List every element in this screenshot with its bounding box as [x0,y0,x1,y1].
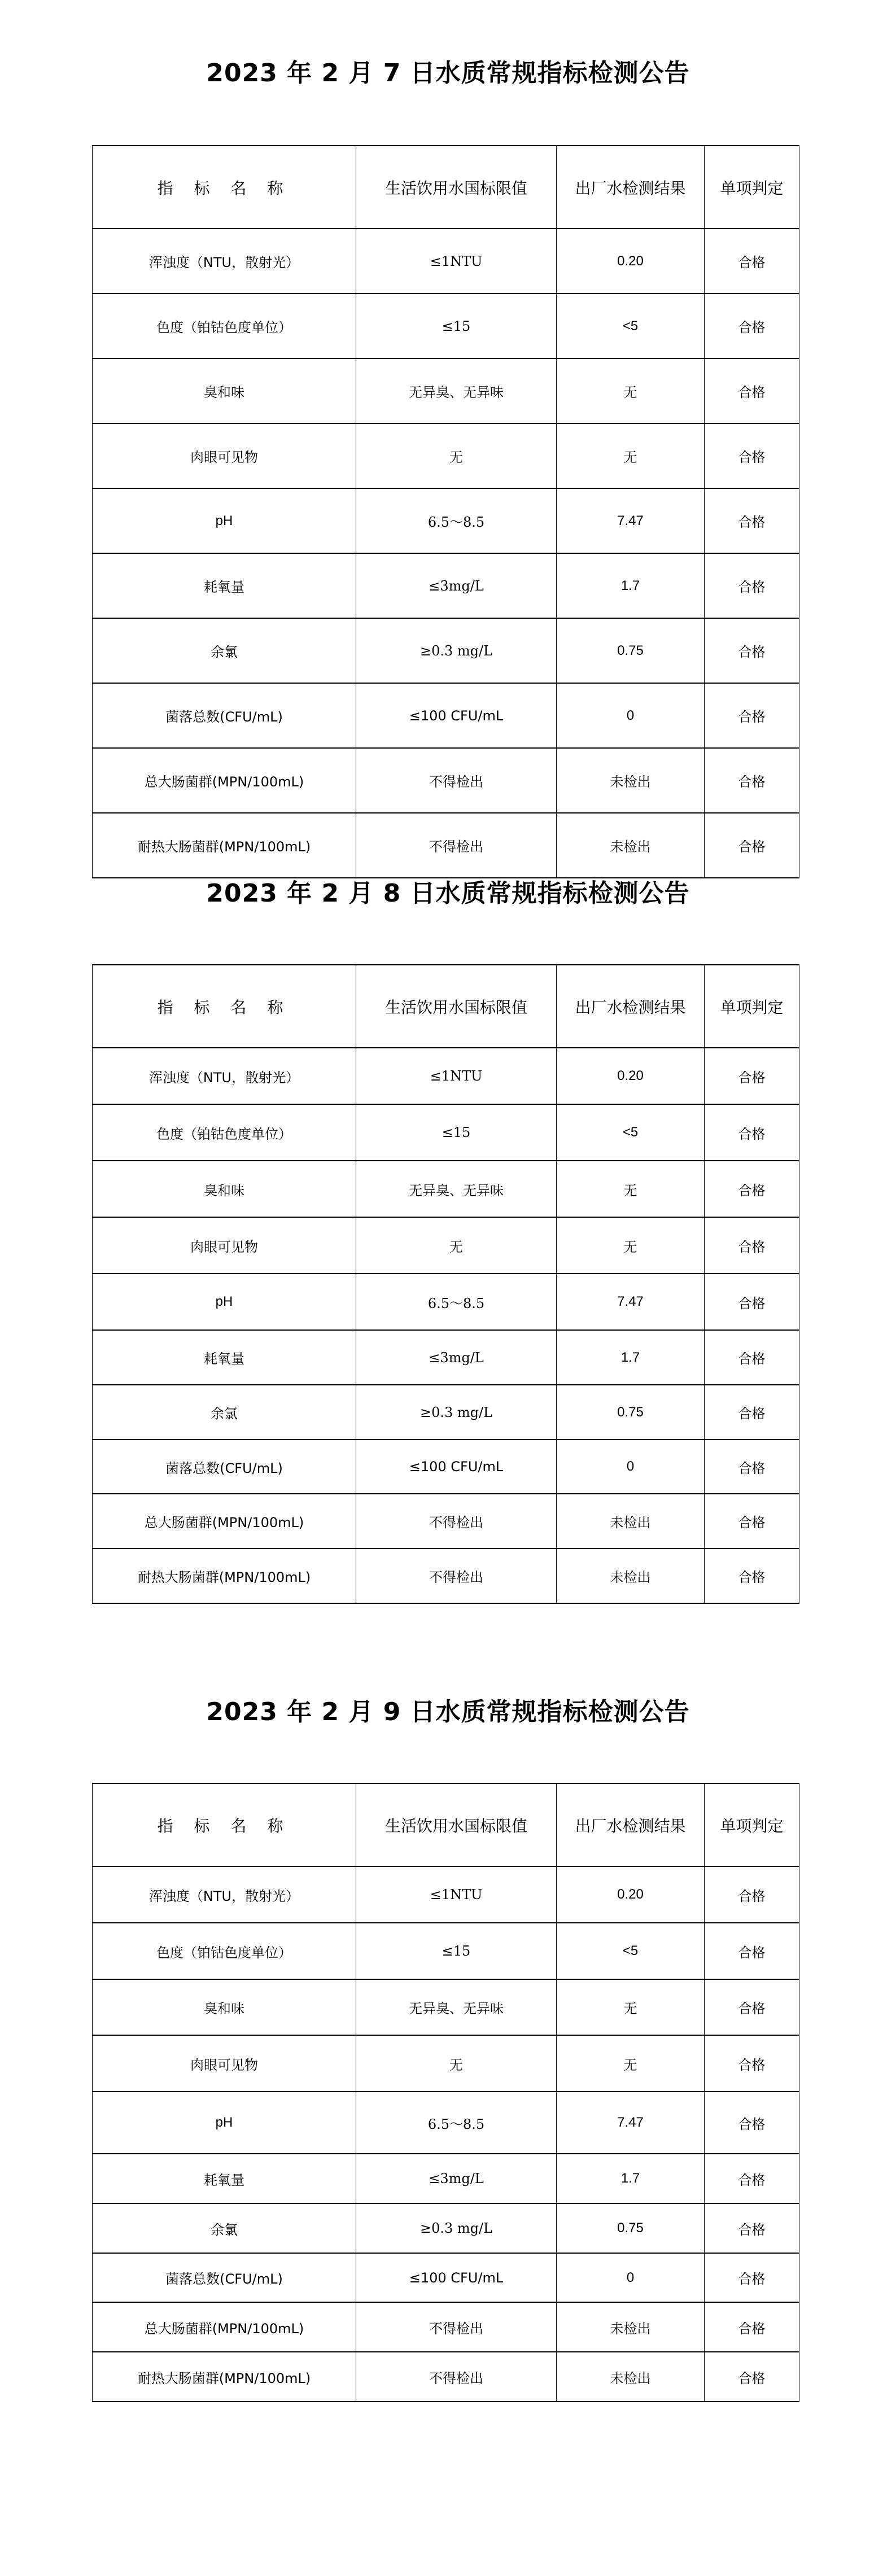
limit-value: 无异臭、无异味 [356,1979,557,2035]
table-row [93,1048,799,1104]
report-title: 2023 年 2 月 8 日水质常规指标检测公告 [206,879,690,908]
header-plant-result: 出厂水检测结果 [557,965,705,1048]
header-indicator-name: 指 标 名 称 [93,146,356,229]
verdict-value: 合格 [705,1161,799,1217]
header-plant-result: 出厂水检测结果 [557,1783,705,1866]
verdict-value: 合格 [705,2154,799,2203]
verdict-value: 合格 [705,423,799,488]
header-verdict: 单项判定 [705,1783,799,1866]
verdict-value: 合格 [705,1866,799,1923]
indicator-name: 耗氧量 [93,553,356,618]
verdict-value: 合格 [705,488,799,553]
indicator-name: 臭和味 [93,358,356,423]
result-value: 未检出 [557,1549,705,1603]
indicator-name: 总大肠菌群(MPN/100mL) [93,1494,356,1549]
result-value: 0.75 [557,1385,705,1440]
table-row [93,1494,799,1549]
result-value: 0.75 [557,618,705,683]
result-value: 0 [557,2253,705,2302]
limit-value: 无 [356,1217,557,1274]
result-value: <5 [557,1923,705,1979]
limit-value: ≤15 [356,1923,557,1979]
verdict-value: 合格 [705,1217,799,1274]
limit-value: ≤3mg/L [356,2154,557,2203]
indicator-name: pH [93,1274,356,1330]
header-national-limit: 生活饮用水国标限值 [356,965,557,1048]
limit-value: ≤3mg/L [356,553,557,618]
table-row [93,488,799,553]
header-national-limit: 生活饮用水国标限值 [356,1783,557,1866]
limit-value: ≤100 CFU/mL [356,2253,557,2302]
indicator-name: 色度（铂钴色度单位） [93,1923,356,1979]
verdict-value: 合格 [705,1048,799,1104]
table-header-row [93,1783,799,1866]
indicator-name: 臭和味 [93,1979,356,2035]
limit-value: ≤1NTU [356,1866,557,1923]
result-value: 无 [557,1161,705,1217]
limit-value: ≤1NTU [356,1048,557,1104]
table-row [93,1274,799,1330]
verdict-value: 合格 [705,1274,799,1330]
indicator-name: pH [93,2092,356,2154]
table-row [93,294,799,358]
limit-value: ≥0.3 mg/L [356,618,557,683]
result-value: 未检出 [557,2352,705,2402]
result-value: 无 [557,358,705,423]
result-value: 0.75 [557,2203,705,2253]
indicator-name: 色度（铂钴色度单位） [93,1104,356,1161]
indicator-name: 耐热大肠菌群(MPN/100mL) [93,813,356,878]
indicator-name: 总大肠菌群(MPN/100mL) [93,748,356,813]
table-row [93,2203,799,2253]
header-national-limit: 生活饮用水国标限值 [356,146,557,229]
limit-value: 无 [356,2035,557,2092]
table-row [93,618,799,683]
verdict-value: 合格 [705,813,799,878]
limit-value: ≤1NTU [356,229,557,294]
limit-value: ≤15 [356,294,557,358]
header-verdict: 单项判定 [705,965,799,1048]
header-indicator-name: 指 标 名 称 [93,1783,356,1866]
indicator-name: 耗氧量 [93,2154,356,2203]
result-value: 未检出 [557,1494,705,1549]
verdict-value: 合格 [705,294,799,358]
verdict-value: 合格 [705,2352,799,2402]
table-row [93,1440,799,1494]
header-verdict: 单项判定 [705,146,799,229]
limit-value: 不得检出 [356,1549,557,1603]
verdict-value: 合格 [705,2092,799,2154]
table-row [93,1923,799,1979]
indicator-name: pH [93,488,356,553]
table-row [93,1385,799,1440]
table-row [93,1330,799,1385]
table-row [93,1104,799,1161]
limit-value: ≤100 CFU/mL [356,1440,557,1494]
indicator-name: 菌落总数(CFU/mL) [93,1440,356,1494]
table-header-row [93,965,799,1048]
indicator-name: 浑浊度（NTU，散射光） [93,1048,356,1104]
indicator-name: 臭和味 [93,1161,356,1217]
verdict-value: 合格 [705,553,799,618]
verdict-value: 合格 [705,1494,799,1549]
table-row [93,683,799,748]
water-quality-table [92,964,799,1604]
table-row [93,553,799,618]
indicator-name: 余氯 [93,618,356,683]
limit-value: 不得检出 [356,2302,557,2352]
indicator-name: 菌落总数(CFU/mL) [93,2253,356,2302]
limit-value: 不得检出 [356,748,557,813]
header-plant-result: 出厂水检测结果 [557,146,705,229]
limit-value: ≤15 [356,1104,557,1161]
table-row [93,2092,799,2154]
result-value: 0 [557,1440,705,1494]
result-value: 1.7 [557,2154,705,2203]
limit-value: 6.5～8.5 [356,488,557,553]
result-value: 1.7 [557,553,705,618]
indicator-name: 浑浊度（NTU，散射光） [93,229,356,294]
result-value: <5 [557,294,705,358]
result-value: 无 [557,423,705,488]
table-row [93,1549,799,1603]
verdict-value: 合格 [705,358,799,423]
table-row [93,2302,799,2352]
table-row [93,358,799,423]
water-quality-table [92,145,799,878]
result-value: 未检出 [557,748,705,813]
result-value: 7.47 [557,1274,705,1330]
table-row [93,2253,799,2302]
indicator-name: 耗氧量 [93,1330,356,1385]
indicator-name: 浑浊度（NTU，散射光） [93,1866,356,1923]
limit-value: ≤3mg/L [356,1330,557,1385]
table-row [93,1161,799,1217]
verdict-value: 合格 [705,2035,799,2092]
verdict-value: 合格 [705,229,799,294]
limit-value: 无 [356,423,557,488]
result-value: 7.47 [557,2092,705,2154]
indicator-name: 肉眼可见物 [93,423,356,488]
table-row [93,813,799,878]
result-value: 无 [557,2035,705,2092]
verdict-value: 合格 [705,1330,799,1385]
table-row [93,423,799,488]
report-title: 2023 年 2 月 9 日水质常规指标检测公告 [206,1698,690,1726]
result-value: 0.20 [557,1866,705,1923]
verdict-value: 合格 [705,1385,799,1440]
result-value: 0.20 [557,1048,705,1104]
table-row [93,1217,799,1274]
verdict-value: 合格 [705,1549,799,1603]
result-value: 无 [557,1979,705,2035]
water-quality-table [92,1783,799,2402]
indicator-name: 余氯 [93,2203,356,2253]
result-value: 无 [557,1217,705,1274]
indicator-name: 菌落总数(CFU/mL) [93,683,356,748]
result-value: 7.47 [557,488,705,553]
limit-value: 不得检出 [356,813,557,878]
indicator-name: 肉眼可见物 [93,1217,356,1274]
result-value: 0 [557,683,705,748]
verdict-value: 合格 [705,1440,799,1494]
limit-value: 无异臭、无异味 [356,358,557,423]
header-indicator-name: 指 标 名 称 [93,965,356,1048]
indicator-name: 总大肠菌群(MPN/100mL) [93,2302,356,2352]
table-header-row [93,146,799,229]
verdict-value: 合格 [705,1104,799,1161]
limit-value: 不得检出 [356,2352,557,2402]
verdict-value: 合格 [705,2203,799,2253]
verdict-value: 合格 [705,1979,799,2035]
limit-value: ≥0.3 mg/L [356,1385,557,1440]
limit-value: 6.5～8.5 [356,2092,557,2154]
result-value: 未检出 [557,2302,705,2352]
verdict-value: 合格 [705,683,799,748]
verdict-value: 合格 [705,2253,799,2302]
limit-value: 无异臭、无异味 [356,1161,557,1217]
report-title: 2023 年 2 月 7 日水质常规指标检测公告 [206,59,690,88]
verdict-value: 合格 [705,1923,799,1979]
verdict-value: 合格 [705,2302,799,2352]
table-row [93,229,799,294]
indicator-name: 耐热大肠菌群(MPN/100mL) [93,1549,356,1603]
result-value: 0.20 [557,229,705,294]
indicator-name: 余氯 [93,1385,356,1440]
verdict-value: 合格 [705,748,799,813]
result-value: 1.7 [557,1330,705,1385]
table-row [93,2154,799,2203]
limit-value: 不得检出 [356,1494,557,1549]
indicator-name: 耐热大肠菌群(MPN/100mL) [93,2352,356,2402]
limit-value: ≥0.3 mg/L [356,2203,557,2253]
table-row [93,1866,799,1923]
indicator-name: 色度（铂钴色度单位） [93,294,356,358]
table-row [93,748,799,813]
table-row [93,2035,799,2092]
limit-value: ≤100 CFU/mL [356,683,557,748]
indicator-name: 肉眼可见物 [93,2035,356,2092]
verdict-value: 合格 [705,618,799,683]
result-value: 未检出 [557,813,705,878]
table-row [93,2352,799,2402]
table-row [93,1979,799,2035]
result-value: <5 [557,1104,705,1161]
limit-value: 6.5～8.5 [356,1274,557,1330]
